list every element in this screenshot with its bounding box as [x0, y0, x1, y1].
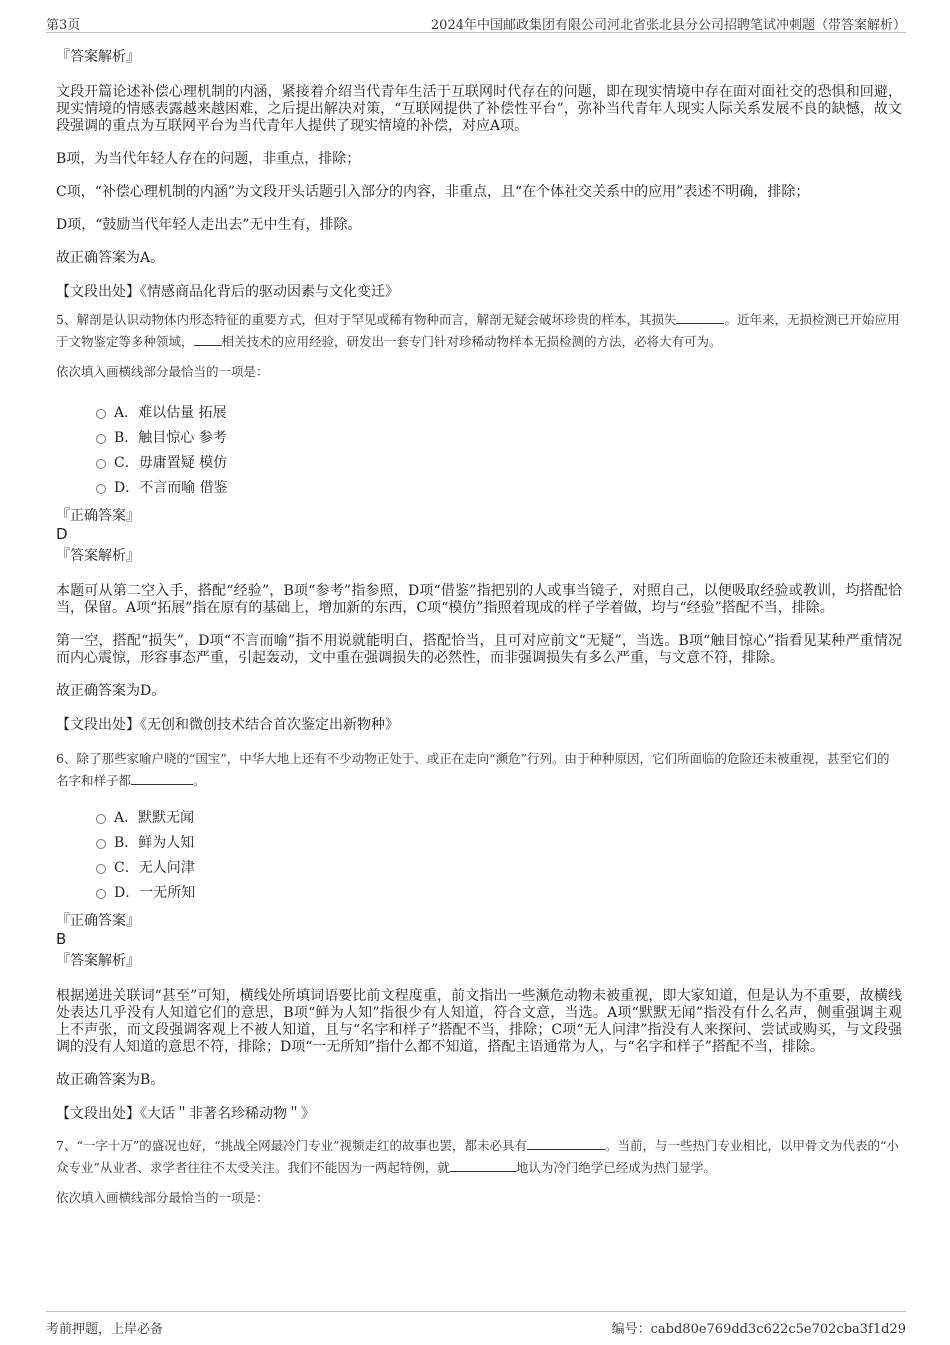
question-5-options: [56, 401, 902, 501]
fill-blank: [194, 333, 222, 346]
page-content: [56, 44, 902, 1207]
option-b[interactable]: B．鲜为人知: [56, 831, 902, 856]
analysis-label: 『答案解析』: [56, 548, 140, 564]
analysis-paragraph: 本题可从第二空入手，搭配“经验”，B项“参考”指参照，D项“借鉴”指把别的人或事当镜子，对照自己，以便吸取经验或教训，均搭配恰当，保留。A项“拓展”指在原有的基础上，增加新的东西，C项“模仿”指照着现成的样子学着做，均与“经验”搭配不当，排除。: [56, 583, 902, 616]
radio-icon[interactable]: [96, 459, 106, 469]
analysis-paragraph: B项，为当代年轻人存在的问题，非重点，排除；: [56, 151, 361, 167]
analysis-paragraph: 根据递进关联词“甚至”可知，横线处所填词语要比前文程度重，前文指出一些濒危动物未被重视，即大家知道，但是认为不重要，故横线处表达几乎没有人知道它们的意思，B项“鲜为人知”指很少有人知道，符合文意，当选。A项“默默无闻”指没有什么名声，侧重强调主观上不声张，而文段强调客观上不被人知道，且与“名字和样子”搭配不当，排除；C项“无人问津”指没有人来探问、尝试或购买，与文段强调的没有人知道的意思不符，排除；D项“一无所知”指什么都不知道，搭配主语通常为人，与“名字和样子”搭配不当，排除。: [56, 988, 902, 1055]
radio-icon[interactable]: [96, 839, 106, 849]
question-6-stem: 6、除了那些家喻户晓的“国宝”，中华大地上还有不少动物正处于、或正在走向“濒危”行列。由于种种原因，它们所面临的危险还未被重视，甚至它们的名字和样子都 。: [56, 751, 890, 788]
analysis-paragraph: 第一空，搭配“损失”，D项“不言而喻”指不用说就能明白，搭配恰当，且可对应前文“无疑”，当选。B项“触目惊心”指看见某种严重情况而内心震惊，形容事态严重，引起轰动，文中重在强调损失的必然性，而非强调损失有多么严重，与文意不符，排除。: [56, 633, 902, 666]
analysis-paragraph: 文段开篇论述补偿心理机制的内涵，紧接着介绍当代青年生活于互联网时代存在的问题，即在现实情境中存在面对面社交的恐惧和回避，现实情境的情感表露越来越困难，之后提出解决对策，“互联网提供了补偿性平台”，弥补当代青年人现实人际关系发展不良的缺憾，故文段强调的重点为互联网平台为当代青年人提供了现实情境的补偿，对应A项。: [56, 84, 902, 134]
footer-slogan: 考前押题，上岸必备: [46, 1322, 164, 1337]
radio-icon[interactable]: [96, 484, 106, 494]
source-citation: 【文段出处】《情感商品化背后的驱动因素与文化变迁》: [56, 284, 399, 300]
question-hint: 依次填入画横线部分最恰当的一项是：: [56, 364, 269, 379]
fill-blank: [450, 1159, 516, 1172]
fill-blank: [527, 1137, 605, 1150]
question-hint: 依次填入画横线部分最恰当的一项是：: [56, 1190, 269, 1205]
radio-icon[interactable]: [96, 409, 106, 419]
correct-answer: D: [56, 525, 68, 543]
option-d[interactable]: D．不言而喻 借鉴: [56, 476, 902, 501]
page-header: [46, 10, 906, 33]
question-7-stem: 7、“一字十万”的盛况也好，“挑战全网最冷门专业”视频走红的故事也罢，都未必具有 。当前，与一些热门专业相比，以甲骨文为代表的“小众专业”从业者、求学者往往不太受关注。我们不能因为一两起特例，就 地认为冷门绝学已经成为热门显学。: [56, 1138, 899, 1175]
correct-answer-label: 『正确答案』: [56, 913, 140, 929]
analysis-label: 『答案解析』: [56, 49, 140, 65]
fill-blank: [676, 311, 724, 324]
analysis-label: 『答案解析』: [56, 953, 140, 969]
final-answer: 故正确答案为D。: [56, 683, 166, 699]
radio-icon[interactable]: [96, 889, 106, 899]
option-b[interactable]: B．触目惊心 参考: [56, 426, 902, 451]
correct-answer-label: 『正确答案』: [56, 508, 140, 524]
radio-icon[interactable]: [96, 814, 106, 824]
correct-answer: B: [56, 930, 67, 948]
option-a[interactable]: A．默默无闻: [56, 806, 902, 831]
analysis-paragraph: D项，“鼓励当代年轻人走出去”无中生有，排除。: [56, 217, 362, 233]
radio-icon[interactable]: [96, 864, 106, 874]
document-title: 2024年中国邮政集团有限公司河北省张北县分公司招聘笔试冲刺题（带答案解析）: [430, 18, 906, 33]
page-footer: [46, 1311, 906, 1338]
source-citation: 【文段出处】《大话＂非著名珍稀动物＂》: [56, 1106, 315, 1122]
radio-icon[interactable]: [96, 434, 106, 444]
final-answer: 故正确答案为A。: [56, 250, 165, 266]
option-c[interactable]: C．无人问津: [56, 856, 902, 881]
fill-blank: [131, 772, 193, 785]
page-number: 第3页: [46, 18, 81, 33]
question-6-options: [56, 806, 902, 906]
option-c[interactable]: C．毋庸置疑 模仿: [56, 451, 902, 476]
analysis-paragraph: C项，“补偿心理机制的内涵”为文段开头话题引入部分的内容，非重点，且“在个体社交关系中的应用”表述不明确，排除；: [56, 184, 810, 200]
option-d[interactable]: D．一无所知: [56, 881, 902, 906]
option-a[interactable]: A．难以估量 拓展: [56, 401, 902, 426]
source-citation: 【文段出处】《无创和微创技术结合首次鉴定出新物种》: [56, 717, 399, 733]
document-id: 编号：cabd80e769dd3c622c5e702cba3f1d29: [611, 1322, 906, 1337]
question-5-stem: 5、解剖是认识动物体内形态特征的重要方式，但对于罕见或稀有物种而言，解剖无疑会破坏珍贵的样本，其损失 。近年来，无损检测已开始应用于文物鉴定等多种领域， 相关技术的应用经验，研发出一套专门针对珍稀动物样本无损检测的方法，必将大有可为。: [56, 312, 900, 349]
final-answer: 故正确答案为B。: [56, 1072, 165, 1088]
